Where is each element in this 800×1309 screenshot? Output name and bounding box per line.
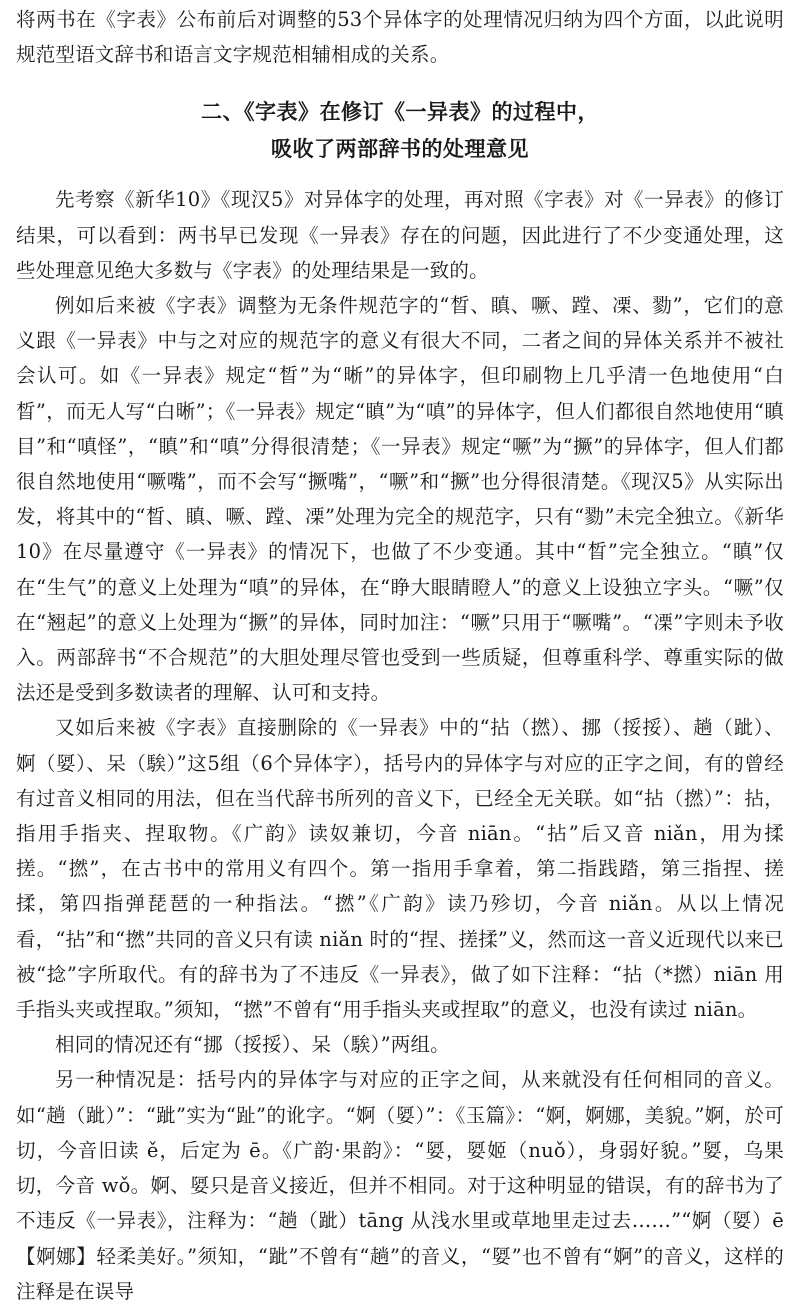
body-paragraph: 例如后来被《字表》调整为无条件规范字的“晳、瞋、噘、蹚、凓、勠”，它们的意义跟《一异表》中与之对应的规范字的意义有很大不同，二者之间的异体关系并不被社会认可。如《一异表》规定“晳”为“晰”的异体字，但印刷物上几乎清一色地使用“白晳”，而无人写“白晰”；《一异表》规定“瞋”为“嗔”的异体字，但人们都很自然地使用“瞋目”和“嗔怪”，“瞋”和“嗔”分得很清楚；《一异表》规定“噘”为“撅”的异体字，但人们都很自然地使用“噘嘴”，而不会写“撅嘴”，“噘”和“撅”也分得很清楚。《现汉5》从实际出发，将其中的“晳、瞋、噘、蹚、凓”处理为完全的规范字，只有“勠”未完全独立。《新华10》在尽量遵守《一异表》的情况下，也做了不少变通。其中“晳”完全独立。“瞋”仅在“生气”的意义上处理为“嗔”的异体，在“睁大眼睛瞪人”的意义上设独立字头。“噘”仅在“翘起”的意义上处理为“撅”的异体，同时加注：“噘”只用于“噘嘴”。“凓”字则未予收入。两部辞书“不合规范”的大胆处理尽管也受到一些质疑，但尊重科学、尊重实际的做法还是受到多数读者的理解、认可和支持。 bbox=[16, 294, 784, 705]
intro-paragraph: 将两书在《字表》公布前后对调整的53个异体字的处理情况归纳为四个方面，以此说明规范型语文辞书和语言文字规范相辅相成的关系。 bbox=[16, 8, 784, 67]
body-paragraph: 另一种情况是：括号内的异体字与对应的正字之间，从来就没有任何相同的音义。如“趟（跐）”：“跐”实为“趾”的讹字。“婀（娿）”：《玉篇》：“婀，婀娜，美貌。”婀，於可切，今音旧读 ě，后定为 ē。《广韵·果韵》：“娿，娿姬（nuǒ），身弱好貌。”娿，乌果切，今音 wǒ。婀、娿只是音义接近，但并不相同。对于这种明显的错误，有的辞书为了不违反《一异表》，注释为：“趟（跐）tāng 从浅水里或草地里走过去……”“婀（娿）ē【婀娜】轻柔美好。”须知，“跐”不曾有“趟”的音义，“娿”也不曾有“婀”的音义，这样的注释是在误导 bbox=[16, 1068, 784, 1303]
section-heading bbox=[16, 94, 784, 168]
book-page bbox=[16, 2, 784, 1309]
section-heading-line-1: 二、《字表》在修订《一异表》的过程中， bbox=[201, 100, 599, 125]
body-paragraph: 相同的情况还有“挪（挼挼）、呆（騃）”两组。 bbox=[55, 1033, 450, 1057]
section-heading-line-2: 吸收了两部辞书的处理意见 bbox=[271, 137, 529, 162]
body-paragraph: 又如后来被《字表》直接删除的《一异表》中的“拈（撚）、挪（挼挼）、趟（跐）、婀（娿）、呆（騃）”这5组（6个异体字），括号内的异体字与对应的正字之间，有的曾经有过音义相同的用法，但在当代辞书所列的音义下，已经全无关联。如“拈（撚）”：拈，指用手指夹、捏取物。《广韵》读奴兼切，今音 niān。“拈”后又音 niǎn，用为揉搓。“撚”，在古书中的常用义有四个。第一指用手拿着，第二指践踏，第三指捏、搓揉，第四指弹琵琶的一种指法。“撚”《广韵》读乃殄切，今音 niǎn。从以上情况看，“拈”和“撚”共同的音义只有读 niǎn 时的“捏、搓揉”义，然而这一音义近现代以来已被“捻”字所取代。有的辞书为了不违反《一异表》，做了如下注释：“拈（*撚）niān 用手指头夹或捏取。”须知，“撚”不曾有“用手指头夹或捏取”的意义，也没有读过 niān。 bbox=[16, 716, 784, 1022]
body-paragraph: 先考察《新华10》《现汉5》对异体字的处理，再对照《字表》对《一异表》的修订结果，可以看到：两书早已发现《一异表》存在的问题，因此进行了不少变通处理，这些处理意见绝大多数与《字表》的处理结果是一致的。 bbox=[16, 188, 784, 282]
